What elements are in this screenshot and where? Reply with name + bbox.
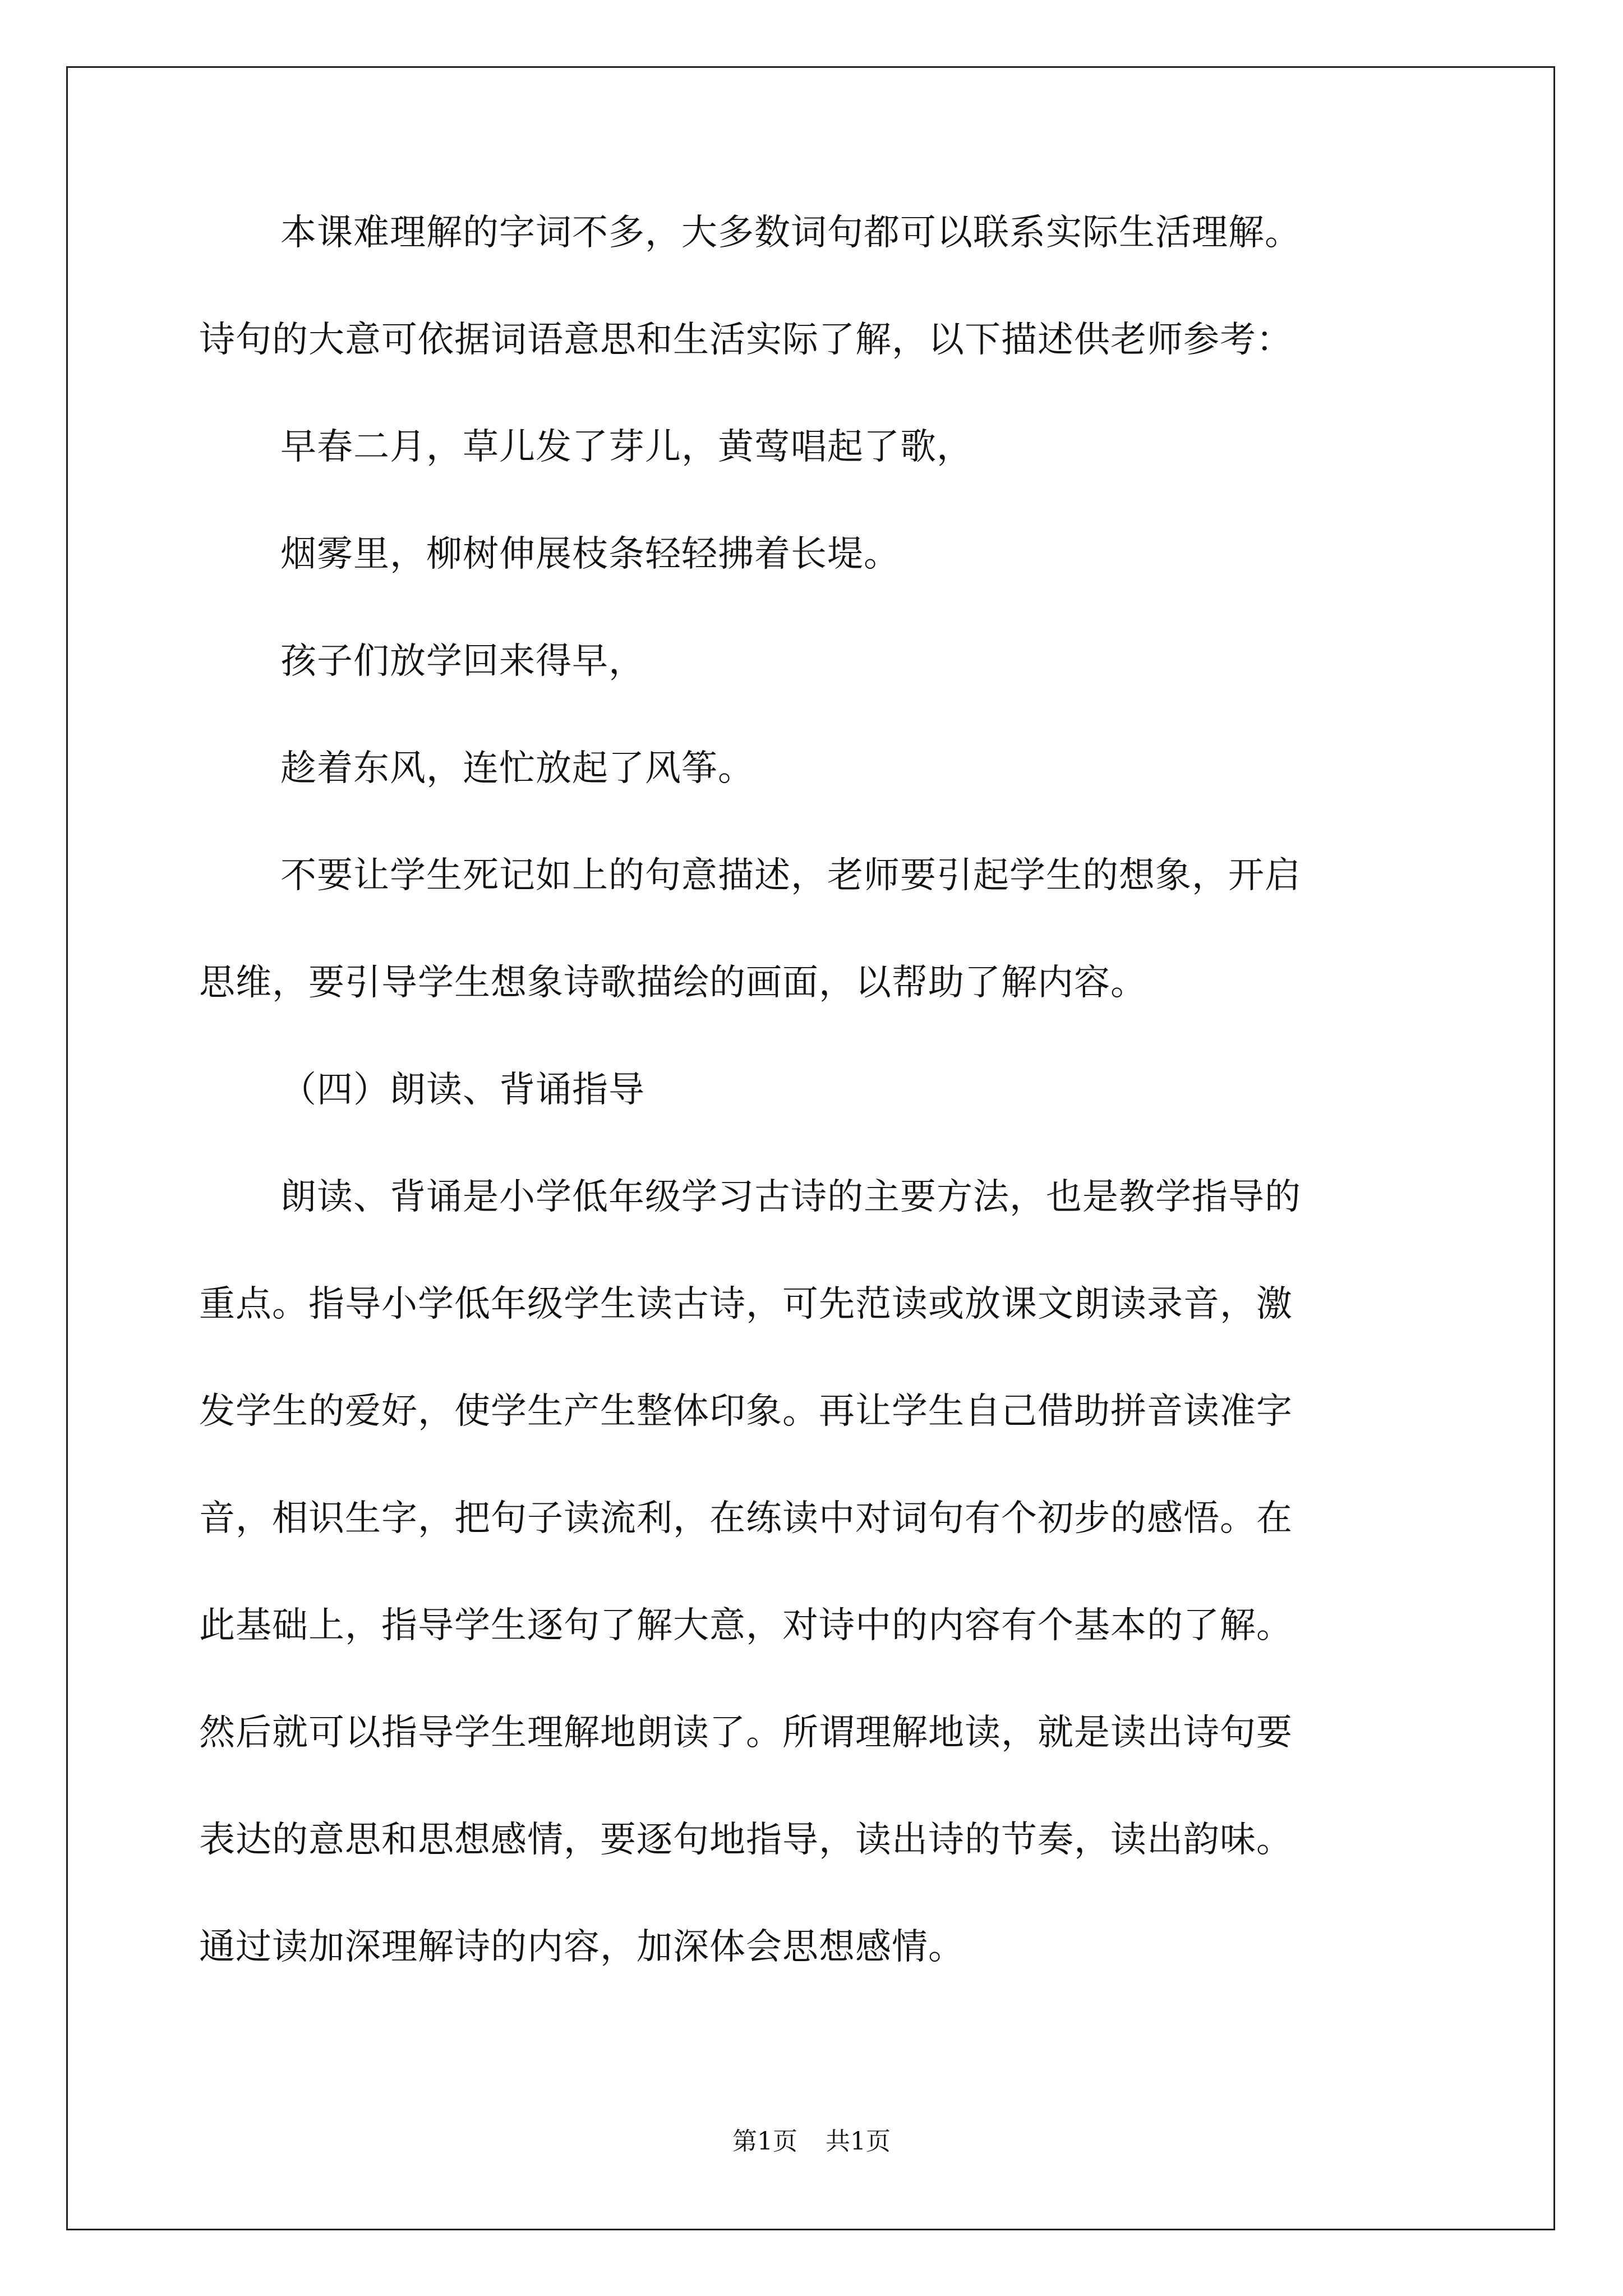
poem-line: 孩子们放学回来得早， [280, 641, 645, 682]
page-footer [0, 2126, 1623, 2157]
paragraph-line: 不要让学生死记如上的句意描述，老师要引起学生的想象，开启 [280, 855, 1301, 896]
paragraph-line: 然后就可以指导学生理解地朗读了。所谓理解地读，就是读出诗句要 [199, 1712, 1293, 1754]
page-number: 第1页 [732, 2127, 797, 2156]
poem-line: 烟雾里，柳树伸展枝条轻轻拂着长堤。 [280, 533, 900, 575]
section-heading: （四）朗读、背诵指导 [280, 1069, 645, 1111]
paragraph-line: 诗句的大意可依据词语意思和生活实际了解，以下描述供老师参考： [199, 319, 1293, 361]
paragraph-line: 重点。指导小学低年级学生读古诗，可先范读或放课文朗读录音，激 [199, 1283, 1293, 1325]
paragraph-line: 表达的意思和思想感情，要逐句地指导，读出诗的节奏，读出韵味。 [199, 1819, 1293, 1861]
paragraph-line: 此基础上，指导学生逐句了解大意，对诗中的内容有个基本的了解。 [199, 1605, 1293, 1646]
paragraph-line: 音，相识生字，把句子读流利，在练读中对词句有个初步的感悟。在 [199, 1498, 1293, 1539]
page-total: 共1页 [826, 2127, 891, 2156]
paragraph-line: 朗读、背诵是小学低年级学习古诗的主要方法，也是教学指导的 [280, 1176, 1301, 1218]
poem-line: 趁着东风，连忙放起了风筝。 [280, 748, 754, 789]
paragraph-line: 发学生的爱好，使学生产生整体印象。再让学生自己借助拼音读准字 [199, 1391, 1293, 1432]
paragraph-line: 思维，要引导学生想象诗歌描绘的画面，以帮助了解内容。 [199, 962, 1147, 1004]
paragraph-line: 本课难理解的字词不多，大多数词句都可以联系实际生活理解。 [280, 212, 1301, 254]
paragraph-line: 通过读加深理解诗的内容，加深体会思想感情。 [199, 1926, 965, 1968]
poem-line: 早春二月，草儿发了芽儿，黄莺唱起了歌， [280, 426, 973, 468]
page-border [66, 66, 1555, 2230]
